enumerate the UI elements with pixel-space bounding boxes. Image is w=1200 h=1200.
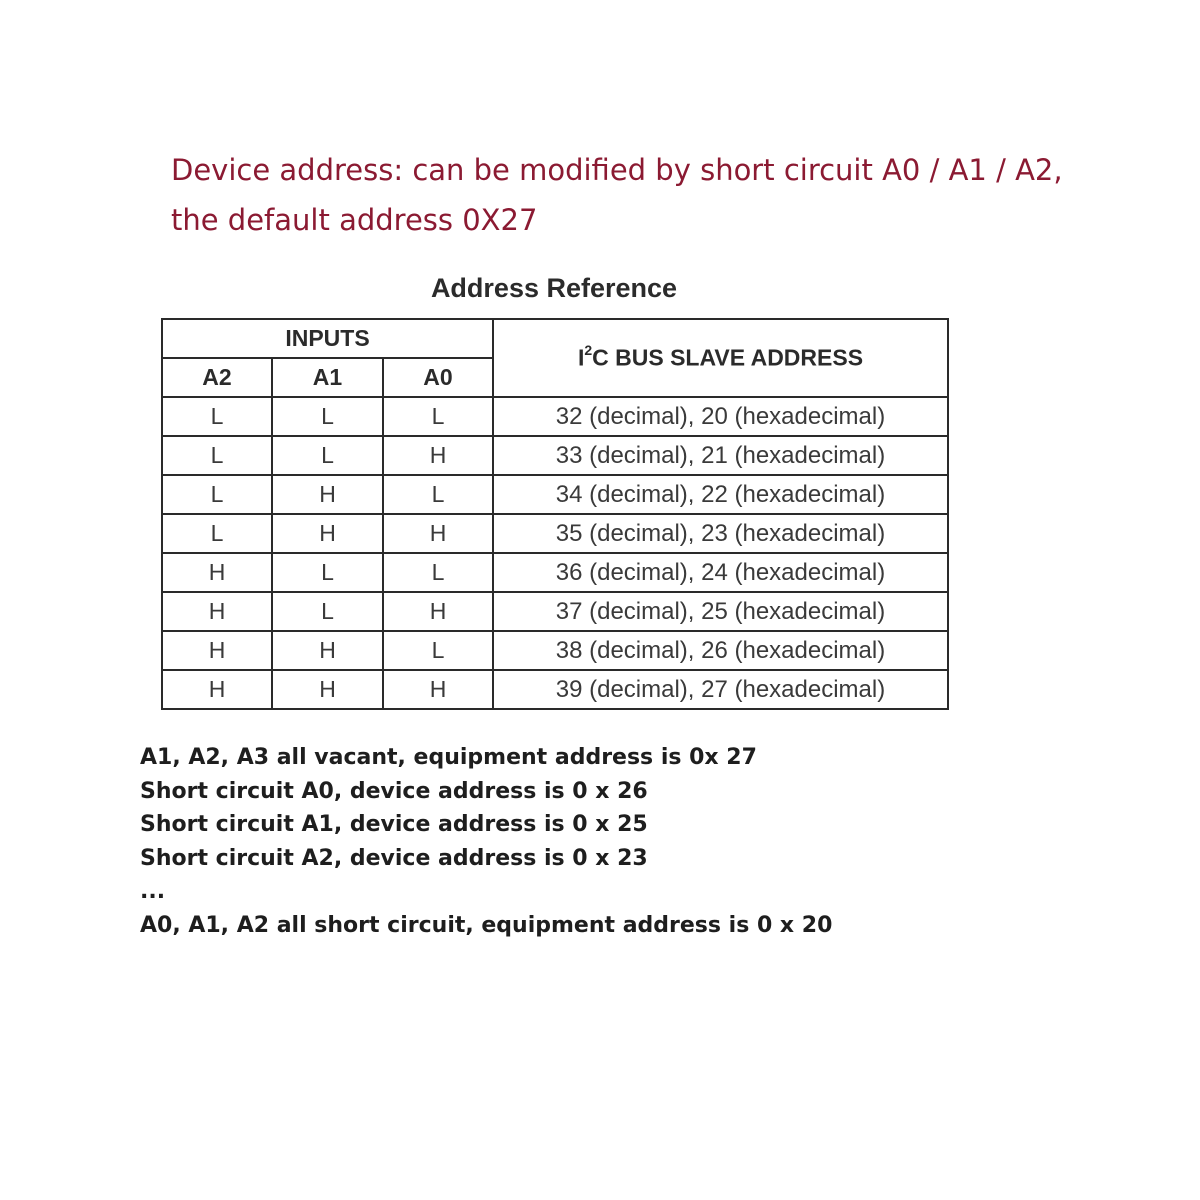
cell-address: 34 (decimal), 22 (hexadecimal) bbox=[493, 475, 948, 514]
cell-a1: L bbox=[272, 397, 383, 436]
cell-address: 35 (decimal), 23 (hexadecimal) bbox=[493, 514, 948, 553]
note-ellipsis: ... bbox=[140, 879, 166, 904]
cell-a0: H bbox=[383, 592, 493, 631]
note-line-1: A1, A2, A3 all vacant, equipment address is 0x 27 bbox=[140, 745, 757, 770]
cell-a0: L bbox=[383, 631, 493, 670]
cell-a0: L bbox=[383, 475, 493, 514]
table-row bbox=[162, 514, 948, 553]
table-row bbox=[162, 475, 948, 514]
cell-a2: H bbox=[162, 553, 272, 592]
cell-a2: L bbox=[162, 475, 272, 514]
table-title: Address Reference bbox=[430, 273, 678, 303]
note-line-4: Short circuit A2, device address is 0 x 23 bbox=[140, 845, 648, 871]
address-header bbox=[493, 319, 948, 397]
cell-a1: H bbox=[272, 631, 383, 670]
intro-text bbox=[171, 145, 1151, 245]
intro-line-1: Device address: can be modified by short circuit A0 / A1 / A2, bbox=[171, 153, 1063, 187]
table-row bbox=[162, 631, 948, 670]
cell-a2: L bbox=[162, 397, 272, 436]
note-line-6: A0, A1, A2 all short circuit, equipment address is 0 x 20 bbox=[140, 912, 833, 938]
cell-a0: L bbox=[383, 397, 493, 436]
cell-a1: H bbox=[272, 670, 383, 709]
cell-a2: L bbox=[162, 436, 272, 475]
column-header-a0: A0 bbox=[383, 358, 493, 397]
cell-a1: H bbox=[272, 475, 383, 514]
cell-a1: L bbox=[272, 592, 383, 631]
cell-address: 33 (decimal), 21 (hexadecimal) bbox=[493, 436, 948, 475]
cell-address: 36 (decimal), 24 (hexadecimal) bbox=[493, 553, 948, 592]
cell-a2: H bbox=[162, 592, 272, 631]
intro-line-2: the default address 0X27 bbox=[171, 203, 538, 237]
cell-a2: H bbox=[162, 631, 272, 670]
table-row bbox=[162, 670, 948, 709]
inputs-header: INPUTS bbox=[162, 319, 493, 358]
cell-address: 37 (decimal), 25 (hexadecimal) bbox=[493, 592, 948, 631]
note-line-3: Short circuit A1, device address is 0 x 25 bbox=[140, 812, 648, 837]
address-reference-table bbox=[161, 318, 949, 710]
cell-a0: H bbox=[383, 670, 493, 709]
cell-a0: H bbox=[383, 514, 493, 553]
cell-address: 32 (decimal), 20 (hexadecimal) bbox=[493, 397, 948, 436]
table-row bbox=[162, 553, 948, 592]
table-row bbox=[162, 397, 948, 436]
cell-a1: H bbox=[272, 514, 383, 553]
column-header-a1: A1 bbox=[272, 358, 383, 397]
table-row bbox=[162, 436, 948, 475]
cell-address: 38 (decimal), 26 (hexadecimal) bbox=[493, 631, 948, 670]
cell-a1: L bbox=[272, 436, 383, 475]
address-header-prefix: I bbox=[577, 344, 585, 371]
cell-address: 39 (decimal), 27 (hexadecimal) bbox=[493, 670, 948, 709]
column-header-a2: A2 bbox=[162, 358, 272, 397]
note-line-2: Short circuit A0, device address is 0 x 26 bbox=[140, 778, 648, 804]
table-row bbox=[162, 592, 948, 631]
cell-a1: L bbox=[272, 553, 383, 592]
address-header-sup: 2 bbox=[584, 342, 593, 359]
cell-a0: L bbox=[383, 553, 493, 592]
cell-a2: L bbox=[162, 514, 272, 553]
address-header-suffix: C BUS SLAVE ADDRESS bbox=[592, 344, 864, 371]
cell-a2: H bbox=[162, 670, 272, 709]
cell-a0: H bbox=[383, 436, 493, 475]
address-notes bbox=[140, 741, 1140, 942]
